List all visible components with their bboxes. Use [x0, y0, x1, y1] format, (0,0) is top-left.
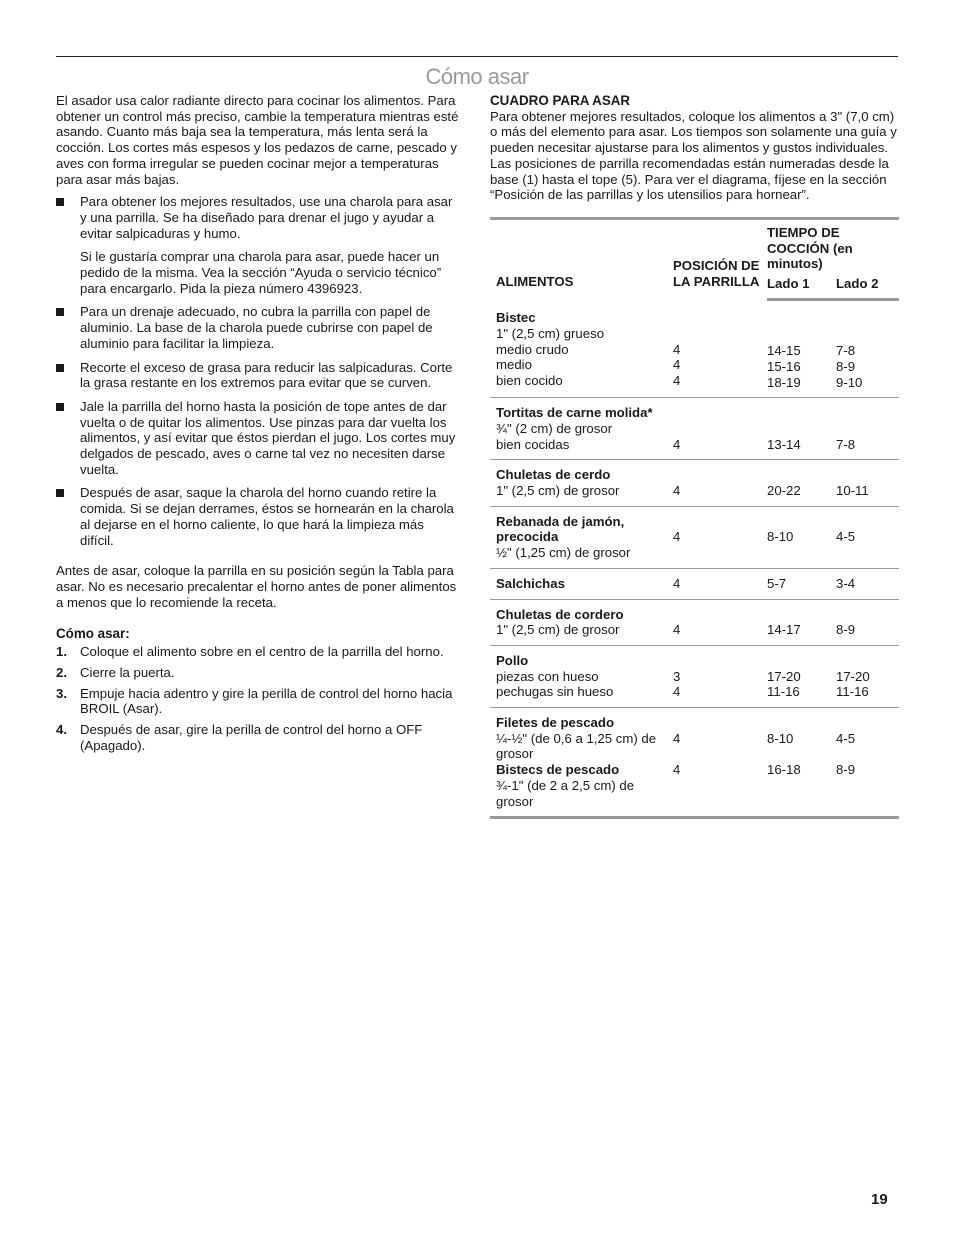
tips-list	[56, 194, 461, 548]
table-row: Chuletas de cordero 1" (2,5 cm) de grosor 4 14-17 8-9	[490, 599, 899, 645]
column-header-food: ALIMENTOS	[490, 218, 673, 299]
bullet-square-icon	[56, 364, 64, 372]
step-item: 3. Empuje hacia adentro y gire la perilla de control del horno hacia BROIL (Asar).	[56, 685, 453, 717]
step-item: 1. Coloque el alimento sobre en el centro de la parrilla del horno.	[56, 644, 444, 660]
bullet-square-icon	[56, 198, 64, 206]
column-header-side1: Lado 1	[767, 276, 836, 299]
left-column	[56, 93, 461, 758]
list-item: Jale la parrilla del horno hasta la posición de tope antes de dar vuelta o de quitar los alimentos. Use pinzas para dar vuelta los alimentos, y así evitar que éstos pierdan el jugo. Los cortes muy delgados de pescado, aves o carne tal vez no necesiten darse vuelta.	[56, 399, 461, 478]
broil-chart-intro: Para obtener mejores resultados, coloque los alimentos a 3" (7,0 cm) o más del elemento para asar. Los tiempos son solamente una guía y pueden necesitar ajustarse para los alimentos y gustos individuales. Las posiciones de parrilla recomendadas están numeradas desde la base (1) hasta el tope (5). Para ver el diagrama, fíjese en la sección “Posición de las parrillas y los utensilios para hornear”.	[490, 108, 897, 203]
right-column	[490, 93, 900, 819]
steps-list	[56, 644, 461, 753]
page-title: Cómo asar	[425, 64, 529, 89]
column-header-time: TIEMPO DE COCCIÓN (en minutos)	[767, 218, 899, 276]
intro-paragraph: El asador usa calor radiante directo para cocinar los alimentos. Para obtener un control más preciso, cambie la temperatura mientras esté asando. Cuanto más baja sea la temperatura, más lenta será la cocción. Los cortes más espesos y los pedazos de carne, pescado y aves con forma irregular se pueden cocinar mejor a temperaturas para asar más bajas.	[56, 93, 459, 187]
top-rule	[56, 56, 898, 57]
broil-chart-heading: CUADRO PARA ASAR	[490, 93, 631, 108]
steps-heading: Cómo asar:	[56, 626, 130, 642]
list-item: Después de asar, saque la charola del horno cuando retire la comida. Si se dejan derrames, éstos se hornearán en la charola al dejarse en el horno caliente, lo que hará la limpieza más difícil.	[56, 485, 461, 548]
list-item: Recorte el exceso de grasa para reducir las salpicaduras. Corte la grasa restante en los extremos para evitar que se curven.	[56, 360, 461, 391]
table-row: Rebanada de jamón, precocida ½" (1,25 cm) de grosor 4 8-10 4-5	[490, 506, 899, 568]
page-number: 19	[871, 1191, 888, 1208]
table-row: Bistec 1" (2,5 cm) grueso medio crudo medio bien cocido 4 4 4 14-15 15-16 18-19 7-8 8-9 9-10	[490, 299, 899, 397]
bullet-square-icon	[56, 489, 64, 497]
before-broil-paragraph: Antes de asar, coloque la parrilla en su posición según la Tabla para asar. No es necesario precalentar el horno antes de poner alimentos a menos que lo recomiende la receta.	[56, 563, 457, 610]
pan-purchase-note: Si le gustaría comprar una charola para asar, puede hacer un pedido de la misma. Vea la sección “Ayuda o servicio técnico” para encargarlo. Pida la pieza número 4396923.	[80, 249, 442, 296]
column-header-side2: Lado 2	[836, 276, 899, 299]
table-row: Tortitas de carne molida* ¾" (2 cm) de grosor bien cocidas 4 13-14 7-8	[490, 398, 899, 460]
broil-table	[490, 217, 899, 819]
table-row: Pollo piezas con hueso pechugas sin hueso 3 4 17-20 11-16 17-20 11-16	[490, 645, 899, 707]
step-item: 2. Cierre la puerta.	[56, 664, 175, 680]
table-row: Chuletas de cerdo 1" (2,5 cm) de grosor 4 20-22 10-11	[490, 460, 899, 506]
bullet-square-icon	[56, 403, 64, 411]
bullet-square-icon	[56, 308, 64, 316]
list-item: Para un drenaje adecuado, no cubra la parrilla con papel de aluminio. La base de la charola puede cubrirse con papel de aluminio para facilitar la limpieza.	[56, 304, 461, 351]
table-row: Filetes de pescado ¼-½" (de 0,6 a 1,25 cm) de grosor Bistecs de pescado ¾-1" (de 2 a 2,5 cm) de grosor 4 4 8-10 16-18 4-5 8-9	[490, 708, 899, 818]
step-item: 4. Después de asar, gire la perilla de control del horno a OFF (Apagado).	[56, 721, 423, 753]
list-item: Para obtener los mejores resultados, use una charola para asar y una parrilla. Se ha diseñado para drenar el jugo y ayudar a evitar salpicaduras y humo. Si le gustaría comprar una charola para asar, puede hacer un pedido de la misma. Vea la sección “Ayuda o servicio técnico” para encargarlo. Pida la pieza número 4396923.	[56, 194, 461, 296]
column-header-position: POSICIÓN DE LA PARRILLA	[673, 218, 767, 299]
table-row: Salchichas 4 5-7 3-4	[490, 568, 899, 599]
